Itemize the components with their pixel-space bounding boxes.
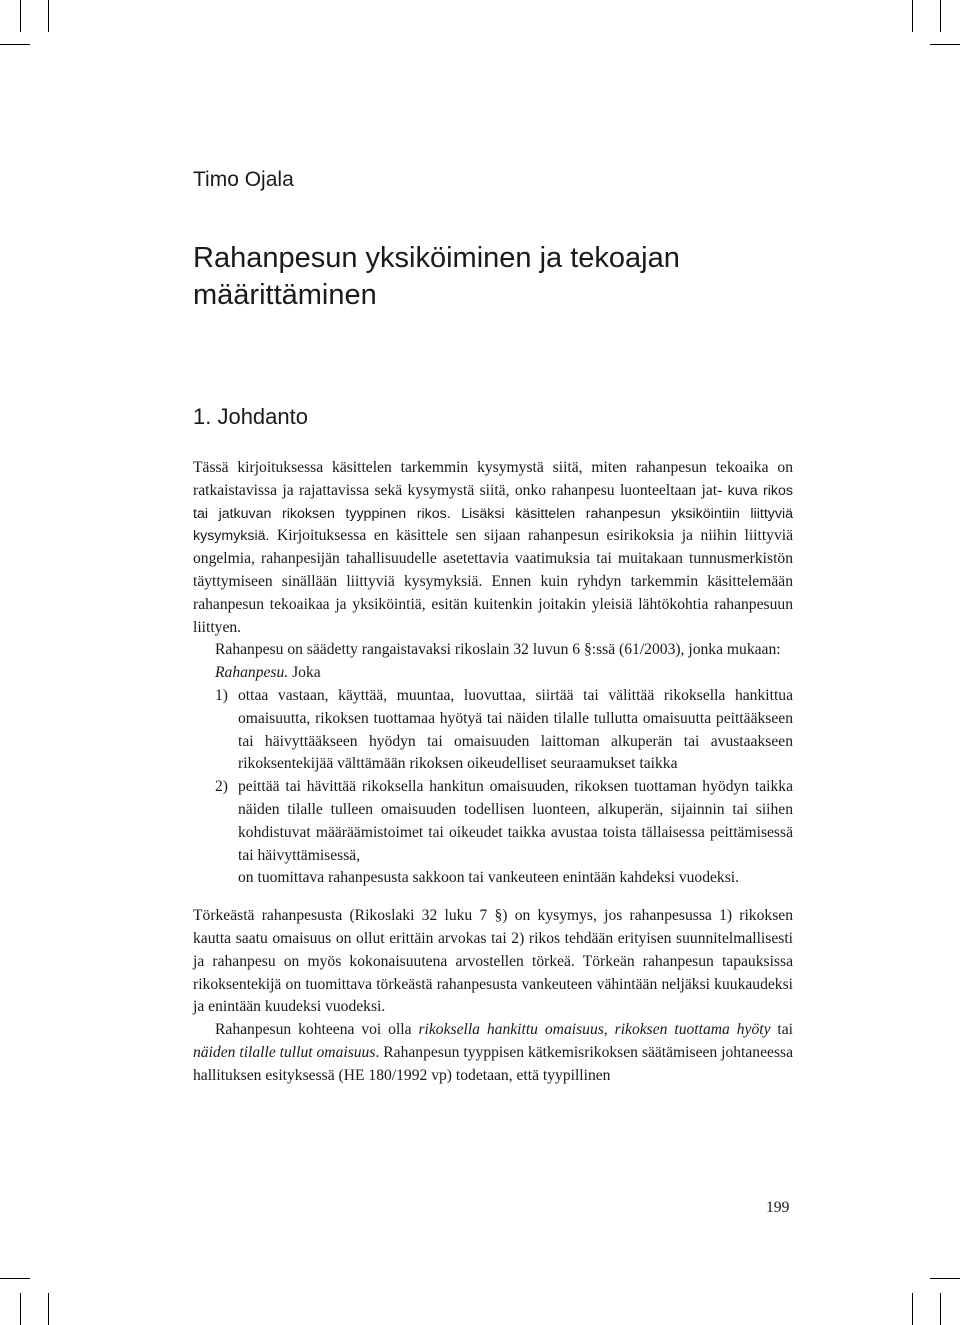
title-line: määrittäminen — [193, 279, 377, 311]
italic-text: rikoksella hankittu omaisuus — [418, 1021, 604, 1039]
crop-mark — [940, 1293, 941, 1325]
body-text — [193, 457, 793, 1088]
paragraph — [193, 457, 793, 639]
spacer — [193, 890, 793, 905]
italic-text: rikoksen tuottama hyöty — [614, 1021, 771, 1039]
quote-heading — [215, 662, 793, 685]
crop-mark — [48, 0, 49, 32]
paragraph — [193, 1019, 793, 1087]
list-number: 1) — [215, 686, 228, 704]
text-run: . Rahanpesun tyyppisen kätkemisrikoksen säätämiseen johtaneessa hallituksen esityksessä (HE 180/1992 vp) todetaan, että tyypillinen — [193, 1043, 794, 1084]
quote-closing: on tuomittava rahanpesusta sakkoon tai vankeuteen enintään kahdeksi vuodeksi. — [238, 869, 740, 887]
text-run: Kirjoituksessa en käsittele sen sijaan rahanpesun esirikoksia ja niihin liittyviä ongelmia, rahanpesijän tahallisuudelle asetettavia vaatimuksia tai muitakaan tunnusmerkistön täyttymiseen sinällään liittyviä kysymyksiä. Ennen kuin ryhdyn tarkemmin käsittelemään rahanpesun tekoaikaa ja yksiköintiä, esitän kuitenkin joitakin yleisiä lähtökohtia rahanpesuun liittyen. — [193, 527, 793, 636]
author-name: Timo Ojala — [193, 168, 294, 191]
crop-mark — [0, 44, 30, 45]
list-text: ottaa vastaan, käyttää, muuntaa, luovuttaa, siirtää tai välittää rikoksella hankittua omaisuutta, rikoksen tuottamaa hyötyä tai näiden tilalle tullutta omaisuutta peittääkseen tai häivyttääkseen hyödyn tai omaisuuden laittoman alkuperän tai avustaakseen rikoksentekijää välttämään rikoksen oikeudelliset seuraamukset taikka — [238, 686, 793, 773]
quote-heading-italic: Rahanpesu. — [215, 664, 289, 682]
text-run: , — [603, 1021, 615, 1039]
crop-mark — [930, 44, 960, 45]
list-text: peittää tai hävittää rikoksella hankitun omaisuuden, rikoksen tuottaman hyödyn taikka näiden tilalle tulleen omaisuuden todellisen luonteen, alkuperän, sijainnin tai siihen kohdistuvat määräämistoimet tai oikeudet taikka avustaa toista tällaisessa peittämisessä tai häivyttämisessä, — [238, 778, 793, 864]
crop-mark — [0, 1278, 30, 1279]
text-run: Tässä kirjoituksessa käsittelen tarkemmin kysymystä siitä, miten rahanpesun tekoaika on ratkaistavissa ja rajattavissa sekä kysymystä siitä, onko rahanpesu luonteeltaan jat- — [193, 459, 793, 499]
crop-mark — [930, 1278, 960, 1279]
title-line: Rahanpesun yksiköiminen ja tekoajan — [193, 242, 680, 274]
crop-mark — [912, 0, 913, 32]
statute-quote — [193, 662, 793, 867]
page-number: 199 — [766, 1199, 790, 1216]
crop-mark — [48, 1293, 49, 1325]
italic-text: näiden tilalle tullut omaisuus — [193, 1043, 376, 1061]
text-run: kuva rikos tai jatkuvan rikoksen tyyppinen rikos. Lisäksi käsittelen rahanpesun yksiköintiin liittyviä kysymyksiä. — [193, 482, 793, 545]
crop-mark — [940, 0, 941, 32]
text-run: Rahanpesun kohteena voi olla — [215, 1021, 419, 1039]
section-heading: 1. Johdanto — [193, 404, 308, 429]
crop-mark — [20, 0, 21, 32]
paragraph: Törkeästä rahanpesusta (Rikoslaki 32 luku 7 §) on kysymys, jos rahanpesussa 1) rikoksen kautta saatu omaisuus on ollut erittäin arvokas tai 2) rikos tehdään erityisen suunnitelmallisesti ja rahanpesu on myös kokonaisuutena arvostellen törkeä. Törkeän rahanpesun tapauksissa rikoksentekijä on tuomittava törkeästä rahanpesusta vankeuteen vähintään neljäksi kuukaudeksi ja enintään kuudeksi vuodeksi. — [193, 907, 793, 1016]
list-item — [215, 685, 793, 776]
list-number: 2) — [215, 778, 228, 796]
quote-heading-rest: Joka — [288, 664, 321, 682]
article-title — [193, 240, 793, 314]
text-run: tai — [770, 1021, 793, 1039]
list-item — [215, 776, 793, 867]
crop-mark — [20, 1293, 21, 1325]
paragraph: Rahanpesu on säädetty rangaistavaksi rikoslain 32 luvun 6 §:ssä (61/2003), jonka mukaan: — [215, 641, 781, 659]
crop-mark — [912, 1293, 913, 1325]
